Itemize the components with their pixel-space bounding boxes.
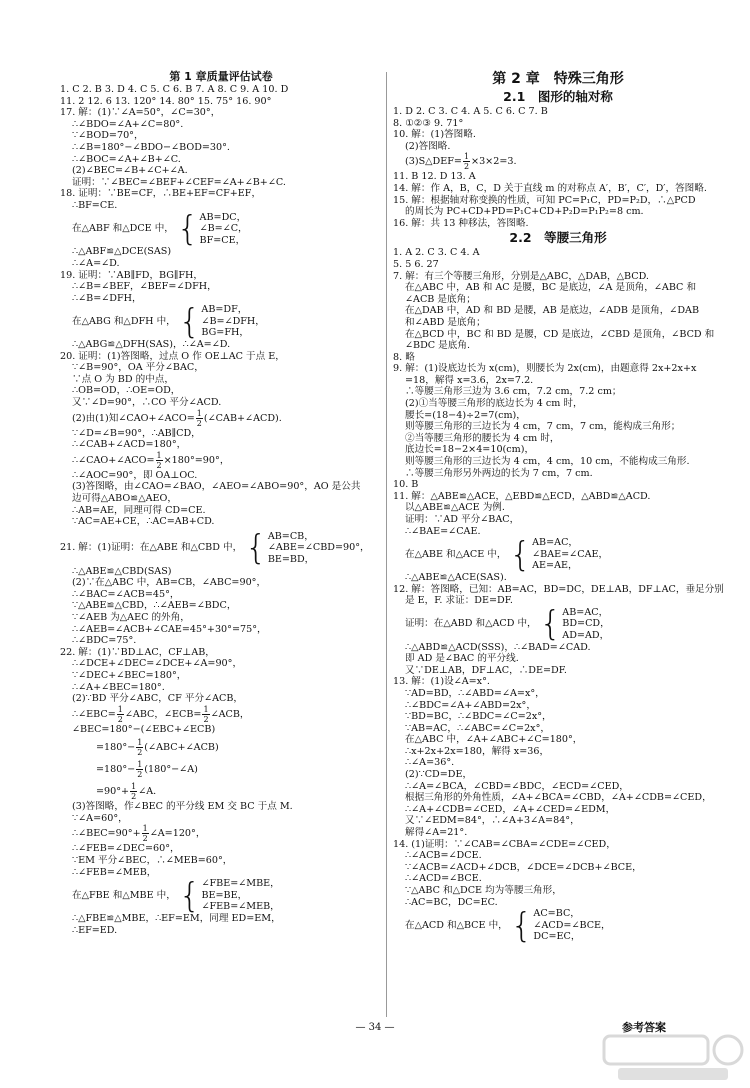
fraction: $\frac{1}{2}$ (117, 704, 123, 724)
answer-line: 10. 解：(1)答图略. (393, 129, 476, 141)
fraction-line: ∴∠CAO+∠ACO= $\frac{1}{2}$ ×180°=90°， (72, 450, 230, 470)
brace-item: BD=CD， (562, 618, 610, 630)
brace-group (510, 905, 611, 946)
answer-line: (2)答图略. (405, 140, 451, 152)
answer-line: ②当等腰三角形的腰长为 4 cm 时， (405, 432, 560, 444)
answer-line: 的周长为 PC+CD+PD=P₁C+CD+P₂D=P₁P₂=8 cm. (405, 206, 644, 218)
answer-line: ∴△FBE≌△MBE，∴EF=EM，同理 ED=EM， (72, 913, 281, 925)
answer-line: (2)∵在△ABC 中，AB=CB，∠ABC=90°， (72, 577, 267, 589)
answer-line: 20. 证明：(1)答图略，过点 O 作 OE⊥AC 于点 E， (60, 350, 285, 362)
answer-line: ∴∠B=∠DFH， (72, 292, 142, 304)
brace-lead: 在△ABG 和△DFH 中， (72, 315, 176, 327)
answer-line: 以△ABE≌△ACE 为例. (405, 502, 505, 514)
answer-line: ∴∠A=36°. (405, 757, 455, 769)
brace-lead: 证明：在△ABD 和△ACD 中， (405, 618, 537, 630)
brace-icon: { (510, 905, 533, 946)
answer-line: 根据三角形的外角性质，∠A+∠BCA=∠CBD，∠A+∠CDB=∠CED， (405, 792, 712, 804)
fraction: $\frac{1}{2}$ (131, 782, 137, 802)
section-title: 2.1 图形的轴对称 (503, 89, 613, 104)
answer-line: ∵∠D=∠B=90°，∴AB∥CD， (72, 427, 201, 439)
brace-lead: 在△ABE 和△ACE 中， (405, 548, 507, 560)
brace-item: AB=CB， (267, 530, 314, 542)
fraction-line: =180°− $\frac{1}{2}$ (∠ABC+∠ACB) (96, 738, 219, 758)
answer-line: 证明：∵∠BEC=∠BEF+∠CEF=∠A+∠B+∠C. (72, 176, 286, 188)
brace-item: ∠FBE=∠MBE， (201, 878, 280, 890)
answer-line: 解得∠A=21°. (405, 827, 468, 839)
answer-line: ∴∠AEB=∠ACB+∠CAE=45°+30°=75°， (72, 623, 267, 635)
answer-line: ∴△ABE≌△CBD(SAS) (72, 565, 172, 577)
answer-line: ∴∠A+∠CDB=∠CED，∠A+∠CED=∠EDM， (405, 803, 616, 815)
brace-item: AB=AC， (532, 537, 579, 549)
answer-line: ∴∠CAB+∠ACD=180°， (72, 439, 187, 451)
answer-line: (2)∵BD 平分∠ABC，CF 平分∠ACB， (72, 693, 243, 705)
answer-line: ∵∠BOD=70°， (72, 130, 144, 142)
answer-line: ∴AB=AE，同理可得 CD=CE. (72, 504, 206, 516)
column-divider (386, 72, 387, 1017)
answer-line: ∠BDC 是底角. (405, 340, 471, 352)
answer-line: ∴∠FEB=∠MEB， (72, 866, 157, 878)
answer-line: 1. A 2. C 3. C 4. A (393, 247, 480, 259)
answer-line: ∵AD=BD，∴∠ABD=∠A=x°， (405, 687, 545, 699)
answer-line: ∴∠A+∠BEC=180°. (72, 681, 165, 693)
section-title: 2.2 等腰三角形 (509, 230, 607, 246)
answer-line: ∵AC=AE+CE，∴AC=AB+CD. (72, 516, 215, 528)
answer-line: ∠ACB 是底角； (405, 293, 476, 305)
answer-line: 15. 解：根据轴对称变换的性质，可知 PC=P₁C，PD=P₂D，∴△PCD (393, 194, 696, 206)
answer-line: 18. 证明：∵BE=CF，∴BE+EF=CF+EF， (60, 188, 262, 200)
brace-item: BE=BD， (267, 553, 315, 565)
brace-lead: 在△FBE 和△MBE 中， (72, 889, 176, 901)
answer-line: 在△ABC 中，∠A+∠ABC+∠C=180°， (405, 734, 583, 746)
answer-line: 13. 解：(1)设∠A=x°. (393, 676, 490, 688)
answer-line: ∴∠BAE=∠CAE. (405, 525, 481, 537)
brace-group (178, 875, 280, 916)
answer-line: ∴△ABG≌△DFH(SAS)，∴∠A=∠D. (72, 339, 231, 351)
answer-line: ∴△ABE≌△ACE(SAS). (405, 571, 507, 583)
answer-line: ∠BEC=180°−(∠EBC+∠ECB) (72, 723, 216, 735)
answer-line: 则等腰三角形的三边长为 4 cm，7 cm，7 cm，能构成三角形； (405, 421, 681, 433)
answer-line: (3)答图略，由∠CAO=∠BAO，∠AEO=∠ABO=90°，AO 是公共 (72, 481, 361, 493)
brace-item: BG=FH， (201, 327, 249, 339)
answer-line: 腰长=(18−4)÷2=7(cm)， (405, 409, 526, 421)
fraction: $\frac{1}{2}$ (137, 738, 143, 758)
brace-icon: { (178, 301, 201, 342)
brace-item: AD=AD， (562, 629, 610, 641)
answer-line: 9. 解：(1)设底边长为 x(cm)，则腰长为 2x(cm)，由题意得 2x+2x+x (393, 363, 697, 375)
answer-line: ∴∠DCE+∠DEC=∠DCE+∠A=90°， (72, 658, 243, 670)
brace-item: AE=AE， (532, 560, 578, 572)
fraction-line: =90°+ $\frac{1}{2}$ ∠A. (96, 782, 157, 802)
answer-line: 11. B 12. D 13. A (393, 171, 476, 183)
answer-line: ∵∠B=90°，OA 平分∠BAC， (72, 362, 204, 374)
left-column (60, 70, 382, 936)
answer-line: ∴∠AOC=90°，即 OA⊥OC. (72, 469, 198, 481)
answer-line: ∵∠DEC+∠BEC=180°， (72, 669, 187, 681)
brace-block (60, 528, 382, 569)
brace-lead: 在△ACD 和△BCE 中， (405, 919, 508, 931)
brace-item: BF=CE， (199, 234, 246, 246)
answer-line: 12. 解：答图略，已知：AB=AC，BD=DC，DE⊥AB，DF⊥AC，垂足分别 (393, 583, 724, 595)
brace-block (60, 301, 382, 342)
answer-line: 则等腰三角形的三边长为 4 cm，4 cm，10 cm，不能构成三角形. (405, 456, 690, 468)
answer-line: 11. 解：△ABE≌△ACE，△EBD≌△ECD，△ABD≌△ACD. (393, 490, 651, 502)
answer-line: ∵点 O 为 BD 的中点， (72, 373, 174, 385)
answer-line: ∵EM 平分∠BEC，∴∠MEB=60°， (72, 855, 233, 867)
answer-line: 在△DAB 中，AD 和 BD 是腰，AB 是底边，∠ADB 是顶角，∠DAB (405, 305, 700, 317)
brace-group (178, 301, 265, 342)
answer-line: 14. 解：作 A，B，C，D 关于直线 m 的对称点 A′，B′，C′，D′，答图略. (393, 182, 707, 194)
answer-line: 17. 解：(1)∵∠A=50°，∠C=30°， (60, 107, 221, 119)
brace-lead: 21. 解：(1)证明：在△ABE 和△CBD 中， (60, 542, 243, 554)
fraction-line: (3)S△DEF= $\frac{1}{2}$ ×3×2=3. (405, 152, 517, 172)
answer-line: 底边长=18−2×4=10(cm)， (405, 444, 535, 456)
answer-line: 8. ①②③ 9. 71° (393, 117, 464, 129)
answer-line: 又∵∠EDM=84°，∴∠A+3∠A=84°， (405, 815, 580, 827)
answer-line: 在△ABC 中，AB 和 AC 是腰，BC 是底边，∠A 是顶角，∠ABC 和 (405, 282, 697, 294)
answer-line: 10. B (393, 479, 419, 491)
right-column (393, 70, 724, 946)
answer-line: 又∵DE⊥AB，DF⊥AC，∴DE=DF. (405, 664, 567, 676)
answer-line: ∴等腰三角形三边为 3.6 cm，7.2 cm，7.2 cm； (405, 386, 622, 398)
answer-line: ∴∠A=∠BCA，∠CBD=∠BDC，∠ECD=∠CED， (405, 780, 629, 792)
brace-icon: { (176, 208, 199, 249)
brace-item: ∠BAE=∠CAE， (532, 548, 609, 560)
fraction-line: ∴∠EBC= $\frac{1}{2}$ ∠ABC，∠ECB= $\frac{1}{2}$ ∠ACB， (72, 704, 250, 724)
answer-line: ∵AB=AC，∴∠ABC=∠C=2x°， (405, 722, 550, 734)
fraction: $\frac{1}{2}$ (463, 152, 470, 172)
answer-line: (3)答图略，作∠BEC 的平分线 EM 交 BC 于点 M. (72, 801, 293, 813)
answer-line: ∴∠FEB=∠DEC=60°， (72, 843, 180, 855)
brace-block (393, 905, 723, 946)
answer-line: 22. 解：(1)∵BD⊥AC，CF⊥AB， (60, 646, 215, 658)
brace-item: AB=DF， (201, 304, 248, 316)
chapter-title: 第 2 章 特殊三角形 (492, 71, 624, 87)
fraction: $\frac{1}{2}$ (156, 450, 162, 470)
answer-line: ∴∠BOC=∠A+∠B+∠C. (72, 153, 181, 165)
answer-line: ∴∠B=180°−∠BDO−∠BOD=30°. (72, 141, 230, 153)
answer-line: ∴BF=CE. (72, 199, 118, 211)
section-title: 第 1 章质量评估试卷 (169, 70, 273, 83)
fraction: $\frac{1}{2}$ (142, 824, 148, 844)
answer-line: 11. 2 12. 6 13. 120° 14. 80° 15. 75° 16. 90° (60, 95, 272, 107)
answer-line: ∴△ABD≌△ACD(SSS)，∴∠BAD=∠CAD. (405, 641, 591, 653)
page-number: — 34 — (355, 1022, 395, 1033)
answer-line: (2)∠BEC=∠B+∠C+∠A. (72, 165, 188, 177)
watermark-logo-icon (600, 1032, 745, 1084)
fraction-line: ∴∠BEC=90°+ $\frac{1}{2}$ ∠A=120°， (72, 824, 206, 844)
answer-line: ∴EF=ED. (72, 924, 118, 936)
brace-item: ∠FEB=∠MEB， (201, 901, 280, 913)
answer-line: ∵∠A=60°， (72, 812, 128, 824)
answer-line: 在△BCD 中，BC 和 BD 是腰，CD 是底边，∠CBD 是顶角，∠BCD 和 (405, 328, 715, 340)
fraction: $\frac{1}{2}$ (137, 760, 143, 780)
fraction: $\frac{1}{2}$ (196, 408, 202, 428)
brace-item: DC=EC， (533, 931, 581, 943)
brace-item: ∠ACD=∠BCE， (533, 919, 611, 931)
answer-line: 是 E，F. 求证：DE=DF. (405, 595, 513, 607)
brace-block (393, 604, 723, 645)
answer-line: 边可得△ABO≌△AEO， (72, 493, 177, 504)
answer-line: ∴∠B=∠BEF，∠BEF=∠DFH， (72, 281, 217, 293)
brace-icon: { (245, 528, 267, 569)
brace-icon: { (539, 604, 562, 645)
brace-icon: { (509, 534, 532, 575)
answer-line: 19. 证明：∵AB∥FD，BG∥FH， (60, 269, 203, 281)
answer-line: 和∠ABD 是底角； (405, 316, 486, 328)
answer-line: 1. D 2. C 3. C 4. A 5. C 6. C 7. B (393, 106, 548, 117)
brace-item: AB=AC， (562, 606, 609, 618)
answer-line: ∴∠BDO=∠A+∠C=80°. (72, 118, 184, 130)
brace-block (60, 875, 382, 916)
answer-line: ∵∠AEB 为△AEC 的外角， (72, 611, 190, 623)
answer-line: ∴x+2x+2x=180，解得 x=36， (405, 745, 550, 757)
answer-line: ∴∠BDC=∠A+∠ABD=2x°， (405, 699, 536, 711)
answer-line: ∴AC=BC，DC=EC. (405, 896, 498, 908)
fraction: $\frac{1}{2}$ (203, 704, 209, 724)
answer-line: 即 AD 是∠BAC 的平分线. (405, 653, 519, 665)
brace-group (176, 208, 248, 249)
answer-line: 又∵∠D=90°，∴CO 平分∠ACD. (72, 397, 222, 409)
answer-line: 1. C 2. B 3. D 4. C 5. C 6. B 7. A 8. C 9. A 10. D (60, 84, 289, 95)
brace-icon: { (178, 875, 201, 916)
answer-line: ∴OB=OD，∴OE=OD， (72, 385, 181, 397)
footer-label: 参考答案 (622, 1021, 666, 1034)
brace-block (393, 534, 723, 575)
answer-line: ∵∠ACB=∠ACD+∠DCB，∠DCE=∠DCB+∠BCE， (405, 861, 642, 873)
answer-line: 16. 解：共 13 种移法，答图略. (393, 217, 529, 229)
answer-line: ∴∠ACB=∠DCE. (405, 850, 482, 862)
answer-line: (2)①当等腰三角形的底边长为 4 cm 时， (405, 398, 583, 410)
answer-line: ∴∠A=∠D. (72, 257, 120, 269)
brace-item: BE=BE， (201, 889, 248, 901)
answer-line: ∵△ABE≌△CBD，∴∠AEB=∠BDC， (72, 600, 237, 612)
answer-line: ∴∠BAC=∠ACB=45°， (72, 588, 180, 600)
answer-line: 证明：∵AD 平分∠BAC， (405, 514, 520, 525)
brace-block (60, 208, 382, 249)
answer-line: 8. 略 (393, 351, 415, 363)
brace-group (509, 534, 609, 575)
answer-line: ∵BD=BC，∴∠BDC=∠C=2x°， (405, 711, 552, 723)
answer-line: (2)∵CD=DE， (405, 769, 473, 781)
brace-lead: 在△ABF 和△DCE 中， (72, 223, 174, 235)
fraction-line: (2)由(1)知∠CAO+∠ACO= $\frac{1}{2}$ (∠CAB+∠ACD). (72, 408, 282, 428)
answer-line: ∵△ABC 和△DCE 均为等腰三角形， (405, 885, 562, 896)
brace-group (245, 528, 370, 569)
answer-line: 7. 解：有三个等腰三角形，分别是△ABC，△DAB，△BCD. (393, 270, 649, 282)
fraction-line: =180°− $\frac{1}{2}$ (180°−∠A) (96, 760, 198, 780)
answer-line: ∴∠BDC=75°. (72, 635, 137, 647)
answer-line: ∴△ABF≌△DCE(SAS) (72, 246, 172, 258)
answer-line: ∴∠ACD=∠BCE. (405, 873, 482, 885)
answer-line: ∴等腰三角形另外两边的长为 7 cm，7 cm. (405, 467, 593, 479)
brace-group (539, 604, 610, 645)
brace-item: ∠ABE=∠CBD=90°， (267, 542, 370, 554)
brace-item: AB=DC， (199, 211, 247, 223)
brace-item: ∠B=∠DFH， (201, 315, 265, 327)
brace-item: ∠B=∠C， (199, 223, 248, 235)
brace-item: AC=BC， (533, 908, 580, 920)
answer-line: 14. (1)证明：∵∠CAB=∠CBA=∠CDE=∠CED， (393, 838, 616, 850)
answer-line: =18，解得 x=3.6，2x=7.2. (405, 374, 534, 386)
answer-line: 5. 5 6. 27 (393, 258, 439, 270)
